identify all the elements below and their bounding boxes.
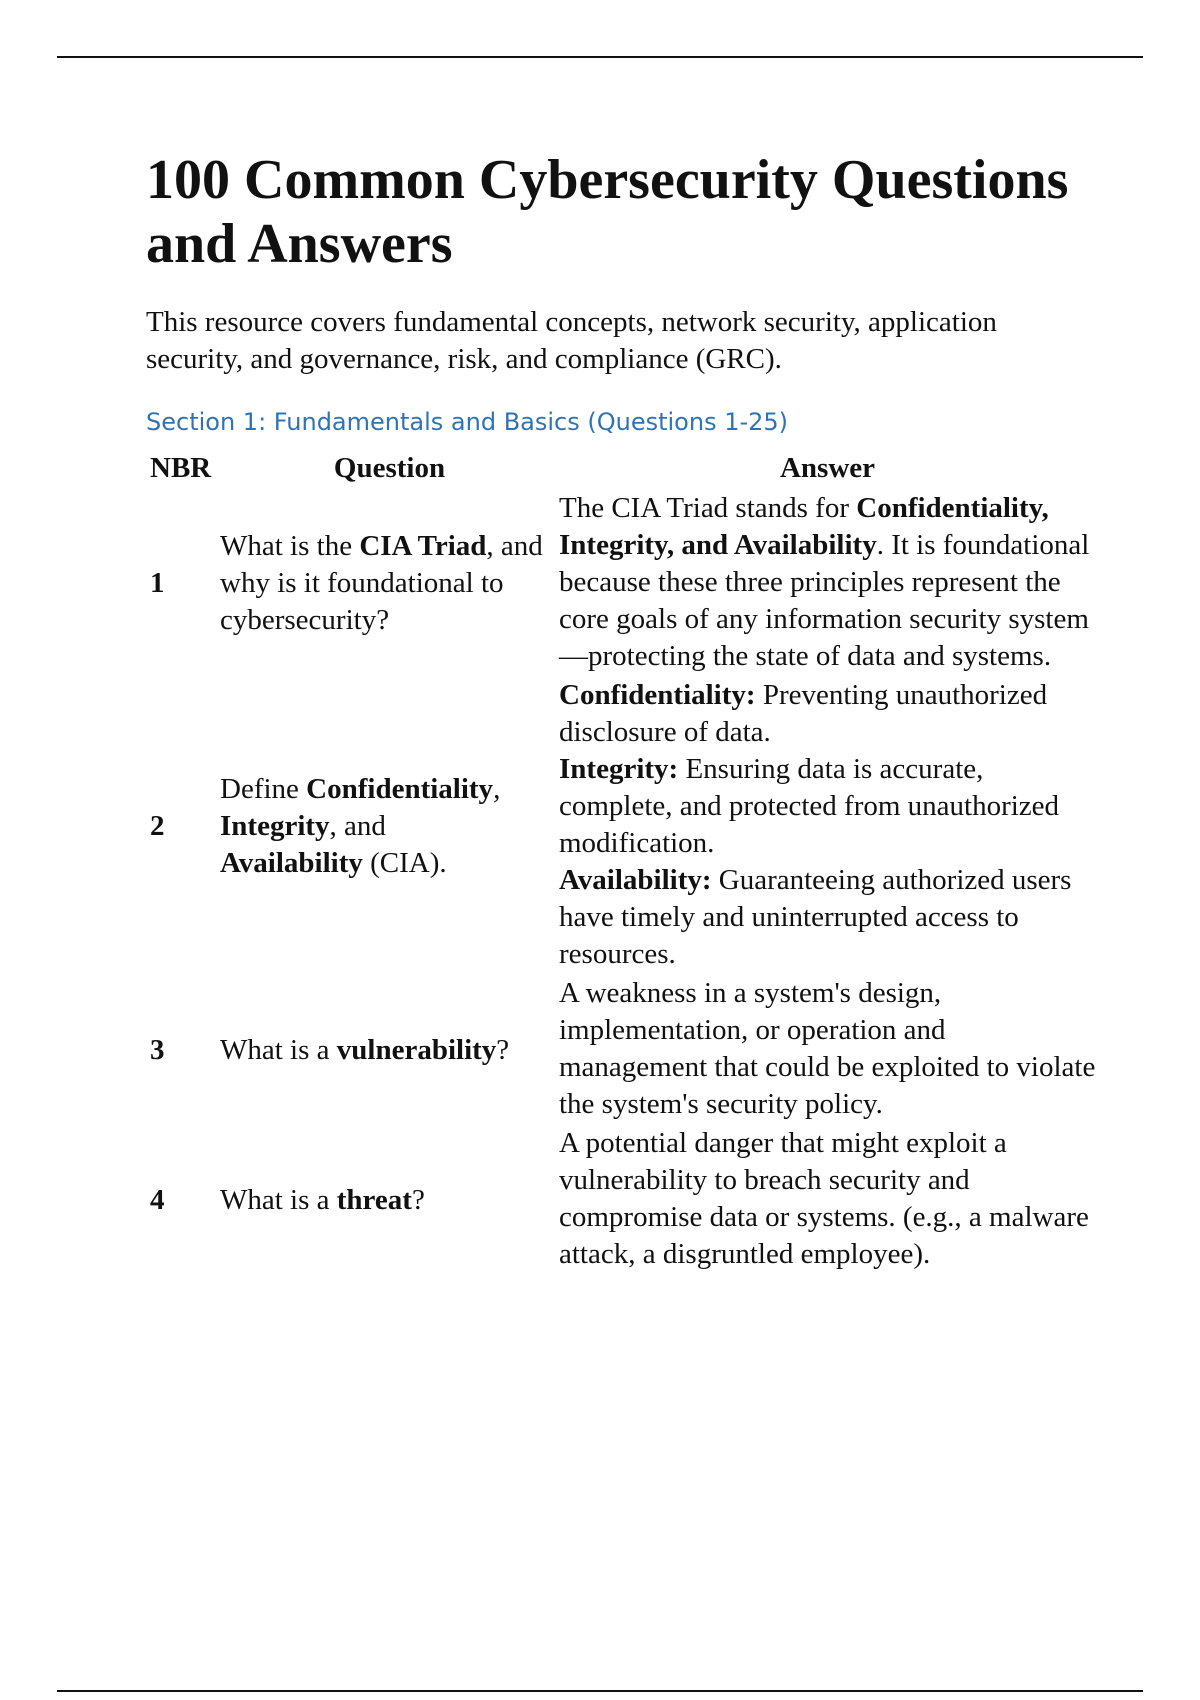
answer-cell bbox=[559, 677, 1096, 975]
question-cell: What is the CIA Triad, and why is it foundational to cybersecurity? bbox=[220, 530, 543, 636]
document-body bbox=[146, 148, 1096, 1275]
answer-availability: Availability: Guaranteeing authorized users have timely and uninterrupted access to resources. bbox=[559, 864, 1072, 970]
table-row bbox=[146, 677, 1096, 975]
section-heading: Section 1: Fundamentals and Basics (Questions 1-25) bbox=[146, 408, 789, 436]
bottom-rule bbox=[57, 1690, 1143, 1692]
answer-confidentiality: Confidentiality: Preventing unauthorized disclosure of data. bbox=[559, 679, 1048, 748]
question-cell: Define Confidentiality, Integrity, and Availability (CIA). bbox=[220, 772, 501, 879]
header-answer: Answer bbox=[779, 451, 876, 484]
row-number: 4 bbox=[150, 1183, 165, 1216]
table-row bbox=[146, 490, 1096, 677]
question-cell: What is a vulnerability? bbox=[220, 1033, 510, 1066]
page-title: 100 Common Cybersecurity Questions and Answers bbox=[146, 149, 1069, 275]
table-header-row bbox=[146, 446, 1096, 490]
answer-cell: A potential danger that might exploit a vulnerability to breach security and compromise data or systems. (e.g., a malware attack, a disgruntled employee). bbox=[559, 1127, 1089, 1270]
intro-paragraph: This resource covers fundamental concepts, network security, application security, and governance, risk, and compliance (GRC). bbox=[146, 306, 997, 375]
row-number: 3 bbox=[150, 1033, 165, 1066]
row-number: 1 bbox=[150, 567, 165, 599]
table-row bbox=[146, 975, 1096, 1125]
table-row bbox=[146, 1125, 1096, 1275]
answer-integrity: Integrity: Ensuring data is accurate, complete, and protected from unauthorized modification. bbox=[559, 753, 1060, 859]
top-rule bbox=[57, 56, 1143, 58]
qa-table bbox=[146, 446, 1096, 1275]
answer-cell: The CIA Triad stands for Confidentiality, Integrity, and Availability. It is foundational because these three principles represent the core goals of any information security system—protecting the state of data and systems. bbox=[559, 492, 1090, 672]
answer-cell: A weakness in a system's design, implementation, or operation and management that could be exploited to violate the system's security policy. bbox=[559, 977, 1096, 1120]
header-question: Question bbox=[333, 451, 446, 484]
header-nbr: NBR bbox=[150, 451, 212, 484]
row-number: 2 bbox=[150, 809, 165, 842]
question-cell: What is a threat? bbox=[220, 1183, 425, 1216]
